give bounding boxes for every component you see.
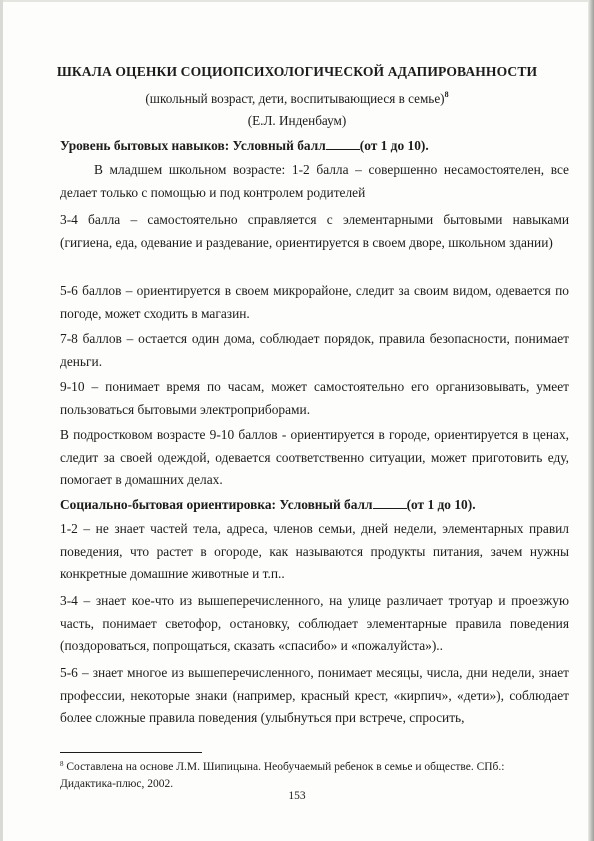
footnote-text: Составлена на основе Л.М. Шипицына. Необучаемый ребенок в семье и обществе. СПб.: Дидактика-плюс, 2002.	[60, 761, 505, 790]
paragraph: В подростковом возрасте 9-10 баллов - ориентируется в городе, ориентируется в ценах, следит за своей одеждой, одевается соответственно ситуации, может приготовить еду, помогает в домашних делах.	[60, 427, 569, 487]
paragraph: 5-6 баллов – ориентируется в своем микрорайоне, следит за своим видом, одевается по погоде, может сходить в магазин.	[60, 283, 569, 321]
scan-edge-top	[0, 0, 594, 2]
footnote-divider	[60, 752, 202, 753]
section-heading-social-orientation	[60, 497, 476, 513]
paragraph: 3-4 – знает кое-что из вышеперечисленного, на улице различает тротуар и проезжую часть, понимает светофор, остановку, соблюдает элементарные правила поведения (поздороваться, попрощаться, сказать «спасибо» и «пожалуйста»)..	[60, 593, 569, 653]
paragraph: 9-10 – понимает время по часам, может самостоятельно его организовывать, умеет пользоваться бытовыми электроприборами.	[60, 379, 569, 417]
paragraph: 5-6 – знает многое из вышеперечисленного, понимает месяцы, числа, дни недели, знает профессии, некоторые знаки (например, красный крест, «кирпич», «дети»), соблюдает более сложные правила поведения (улыбнуться при встрече, спросить,	[60, 665, 569, 725]
paragraph: 7-8 баллов – остается один дома, соблюдает порядок, правила безопасности, понимает деньги.	[60, 331, 569, 369]
paragraph: 1-2 – не знает частей тела, адреса, членов семьи, дней недели, элементарных правил поведения, что растет в огороде, как называются продукты питания, зачем нужны конкретные домашние животные и т.п..	[60, 521, 569, 581]
author-line: (Е.Л. Инденбаум)	[247, 113, 347, 128]
footnote-reference: 8	[444, 90, 449, 99]
subtitle-text: (школьный возраст, дети, воспитывающиеся в семье)	[145, 91, 445, 106]
section-heading-household-skills	[60, 138, 429, 154]
paragraph: В младшем школьном возрасте: 1-2 балла – совершенно несамостоятелен, все делает только с помощью и под контролем родителей	[60, 162, 569, 200]
heading-prefix: Социально-бытовая ориентировка: Условный балл	[60, 497, 373, 512]
paragraph: 3-4 балла – самостоятельно справляется с элементарными бытовыми навыками (гигиена, еда, одевание и раздевание, ориентируется в своем дворе, школьном здании)	[60, 212, 569, 250]
page-subtitle	[0, 90, 594, 107]
heading-prefix: Уровень бытовых навыков: Условный балл	[60, 138, 326, 153]
heading-suffix: (от 1 до 10).	[406, 497, 476, 512]
footnote	[60, 756, 540, 793]
score-blank	[373, 497, 407, 509]
page-number: 153	[288, 790, 306, 802]
score-blank	[326, 138, 360, 150]
footnote-mark: 8	[60, 760, 64, 768]
page-title: ШКАЛА ОЦЕНКИ СОЦИОПСИХОЛОГИЧЕСКОЙ АДАПИРОВАННОСТИ	[56, 64, 538, 79]
heading-suffix: (от 1 до 10).	[359, 138, 429, 153]
